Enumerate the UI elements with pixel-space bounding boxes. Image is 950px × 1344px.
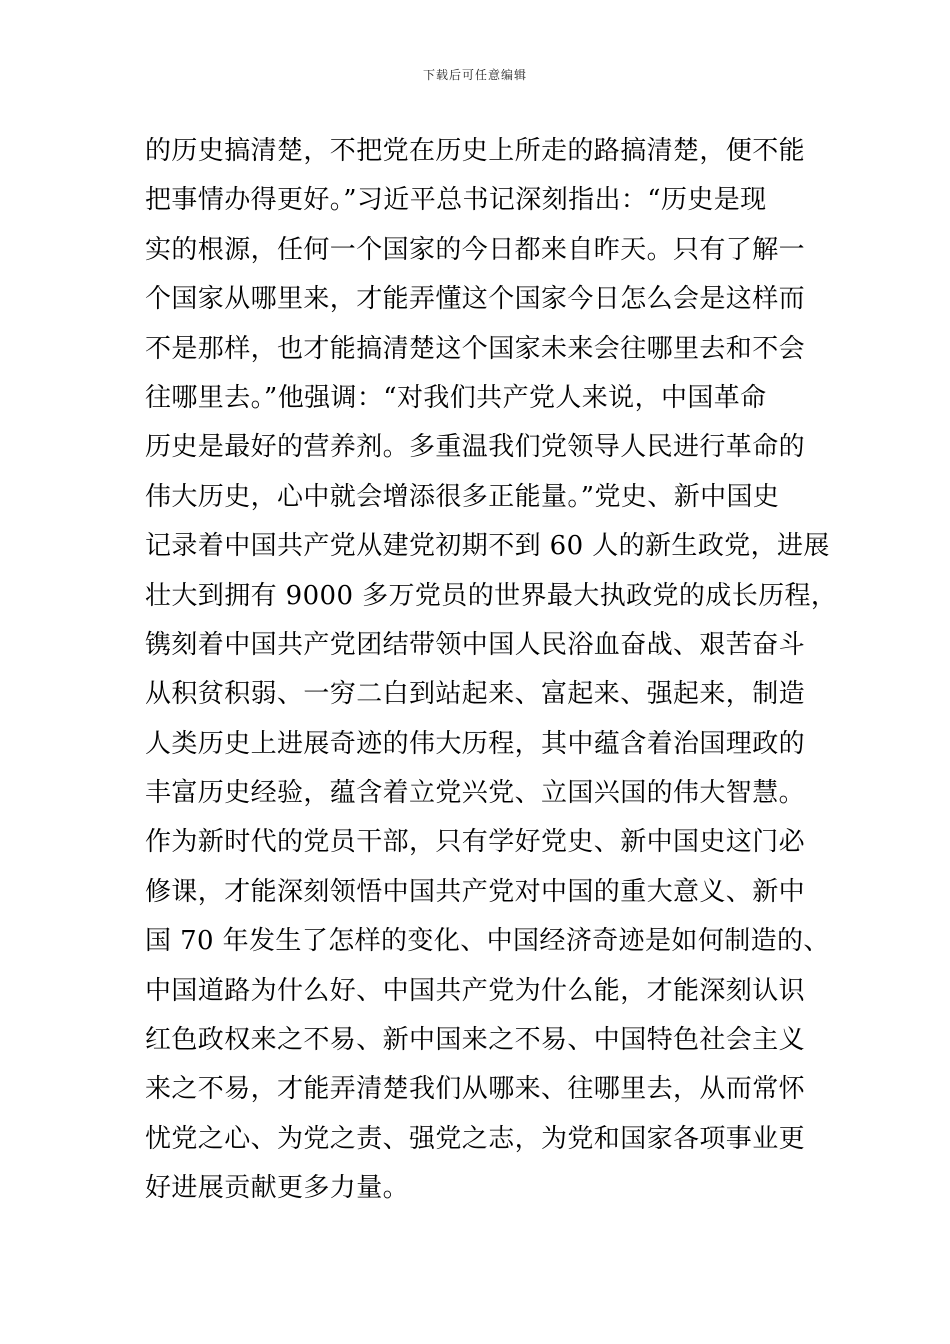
- text-line: 把事情办得更好。”习近平总书记深刻指出：“历史是现: [145, 185, 767, 216]
- text-line: 伟大历史，心中就会增添很多正能量。”党史、新中国史: [145, 481, 780, 512]
- text-line: 历史是最好的营养剂。多重温我们党领导人民进行革命的: [145, 432, 806, 463]
- text-line: 实的根源，任何一个国家的今日都来自昨天。只有了解一: [145, 234, 806, 265]
- text-line: 个国家从哪里来，才能弄懂这个国家今日怎么会是这样而: [145, 284, 806, 315]
- text-line: 红色政权来之不易、新中国来之不易、中国特色社会主义: [145, 1025, 806, 1056]
- text-line: 人类历史上进展奇迹的伟大历程，其中蕴含着治国理政的: [145, 728, 806, 759]
- text-line: 丰富历史经验，蕴含着立党兴党、立国兴国的伟大智慧。: [145, 778, 806, 809]
- text-line: 修课，才能深刻领悟中国共产党对中国的重大意义、新中: [145, 876, 806, 907]
- text-line: 来之不易，才能弄清楚我们从哪来、往哪里去，从而常怀: [145, 1074, 806, 1105]
- text-line: 从积贫积弱、一穷二白到站起来、富起来、强起来，制造: [145, 679, 806, 710]
- text-line: 好进展贡献更多力量。: [145, 1173, 410, 1204]
- text-line: 壮大到拥有 9000 多万党员的世界最大执政党的成长历程，: [145, 580, 838, 611]
- text-line: 的历史搞清楚，不把党在历史上所走的路搞清楚，便不能: [145, 136, 806, 166]
- header-note: 下载后可任意编辑: [422, 68, 527, 82]
- text-line: 记录着中国共产党从建党初期不到 60 人的新生政党，进展: [145, 531, 830, 562]
- body-paragraph: [145, 127, 838, 1214]
- text-line: 往哪里去。”他强调：“对我们共产党人来说，中国革命: [145, 382, 767, 413]
- text-line: 中国道路为什么好、中国共产党为什么能，才能深刻认识: [145, 975, 806, 1006]
- text-line: 不是那样，也才能搞清楚这个国家未来会往哪里去和不会: [145, 333, 806, 364]
- text-line: 国 70 年发生了怎样的变化、中国经济奇迹是如何制造的、: [145, 926, 830, 957]
- text-line: 忧党之心、为党之责、强党之志，为党和国家各项事业更: [145, 1123, 806, 1154]
- text-line: 镌刻着中国共产党团结带领中国人民浴血奋战、艰苦奋斗: [145, 629, 806, 660]
- text-line: 作为新时代的党员干部，只有学好党史、新中国史这门必: [145, 827, 806, 858]
